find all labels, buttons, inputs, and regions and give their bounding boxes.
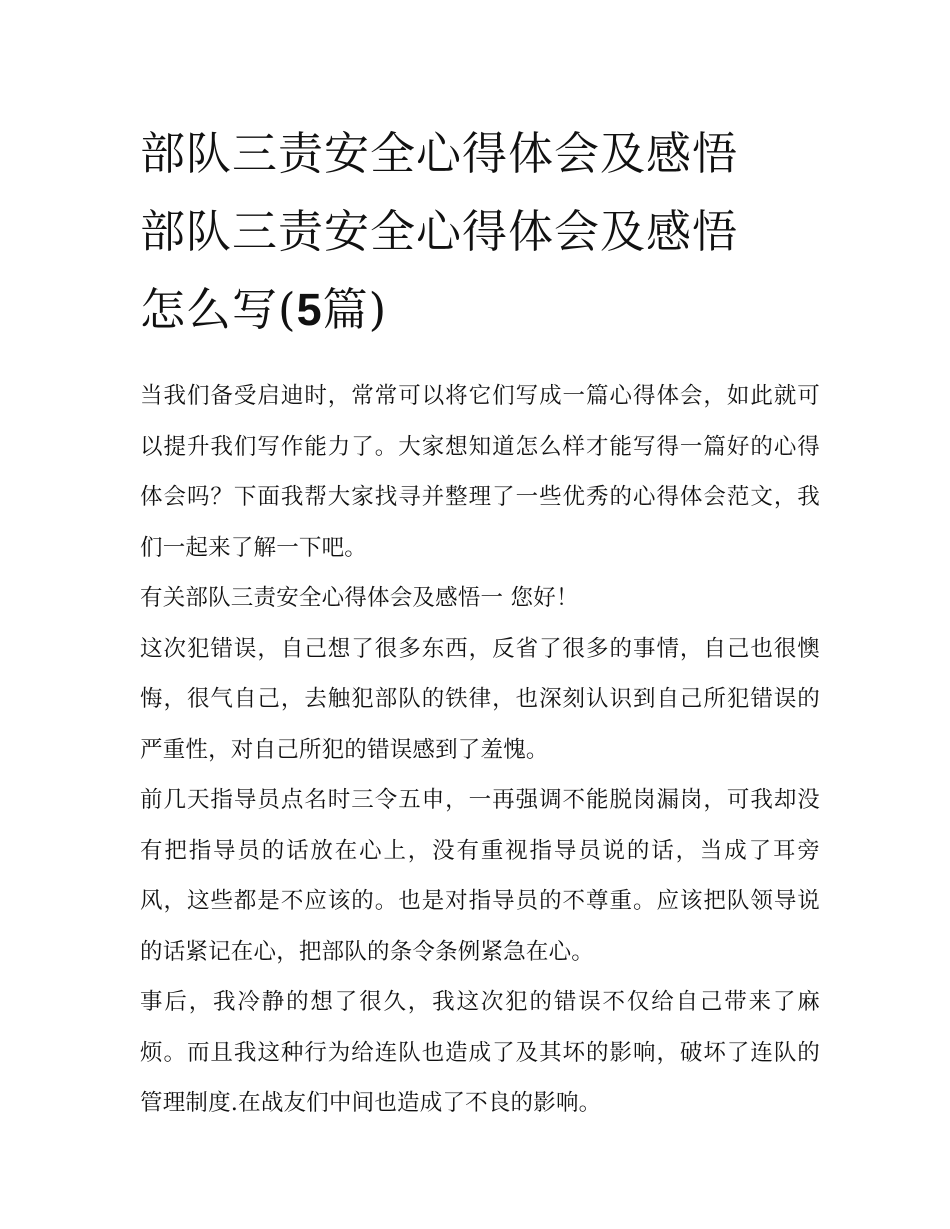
section-heading: 有关部队三责安全心得体会及感悟一 您好！: [140, 585, 579, 611]
document-page: [140, 115, 820, 1129]
title-line-3-prefix: 怎么写(: [140, 283, 297, 336]
title-line-3: [140, 271, 820, 349]
title-line-3-suffix: 篇): [322, 283, 388, 336]
title-article-count: 5: [296, 284, 323, 335]
body-paragraph: 前几天指导员点名时三令五申，一再强调不能脱岗漏岗，可我却没有把指导员的话放在心上，没有重视指导员说的话，当成了耳旁风，这些都是不应该的。也是对指导员的不尊重。应该把队领导说的话紧记在心，把部队的条令条例紧急在心。: [140, 787, 820, 965]
title-line-1: 部队三责安全心得体会及感悟: [140, 127, 739, 180]
body-paragraph: 这次犯错误，自己想了很多东西，反省了很多的事情，自己也很懊悔，很气自己，去触犯部队的铁律，也深刻认识到自己所犯错误的严重性，对自己所犯的错误感到了羞愧。: [140, 635, 820, 763]
title-line-2: 部队三责安全心得体会及感悟: [140, 205, 739, 258]
document-title: [140, 115, 820, 349]
body-paragraph: 事后，我冷静的想了很久，我这次犯的错误不仅给自己带来了麻烦。而且我这种行为给连队也造成了及其坏的影响，破坏了连队的管理制度.在战友们中间也造成了不良的影响。: [140, 989, 820, 1116]
intro-paragraph: 当我们备受启迪时，常常可以将它们写成一篇心得体会，如此就可以提升我们写作能力了。大家想知道怎么样才能写得一篇好的心得体会吗？下面我帮大家找寻并整理了一些优秀的心得体会范文，我们一起来了解一下吧。: [140, 383, 820, 561]
